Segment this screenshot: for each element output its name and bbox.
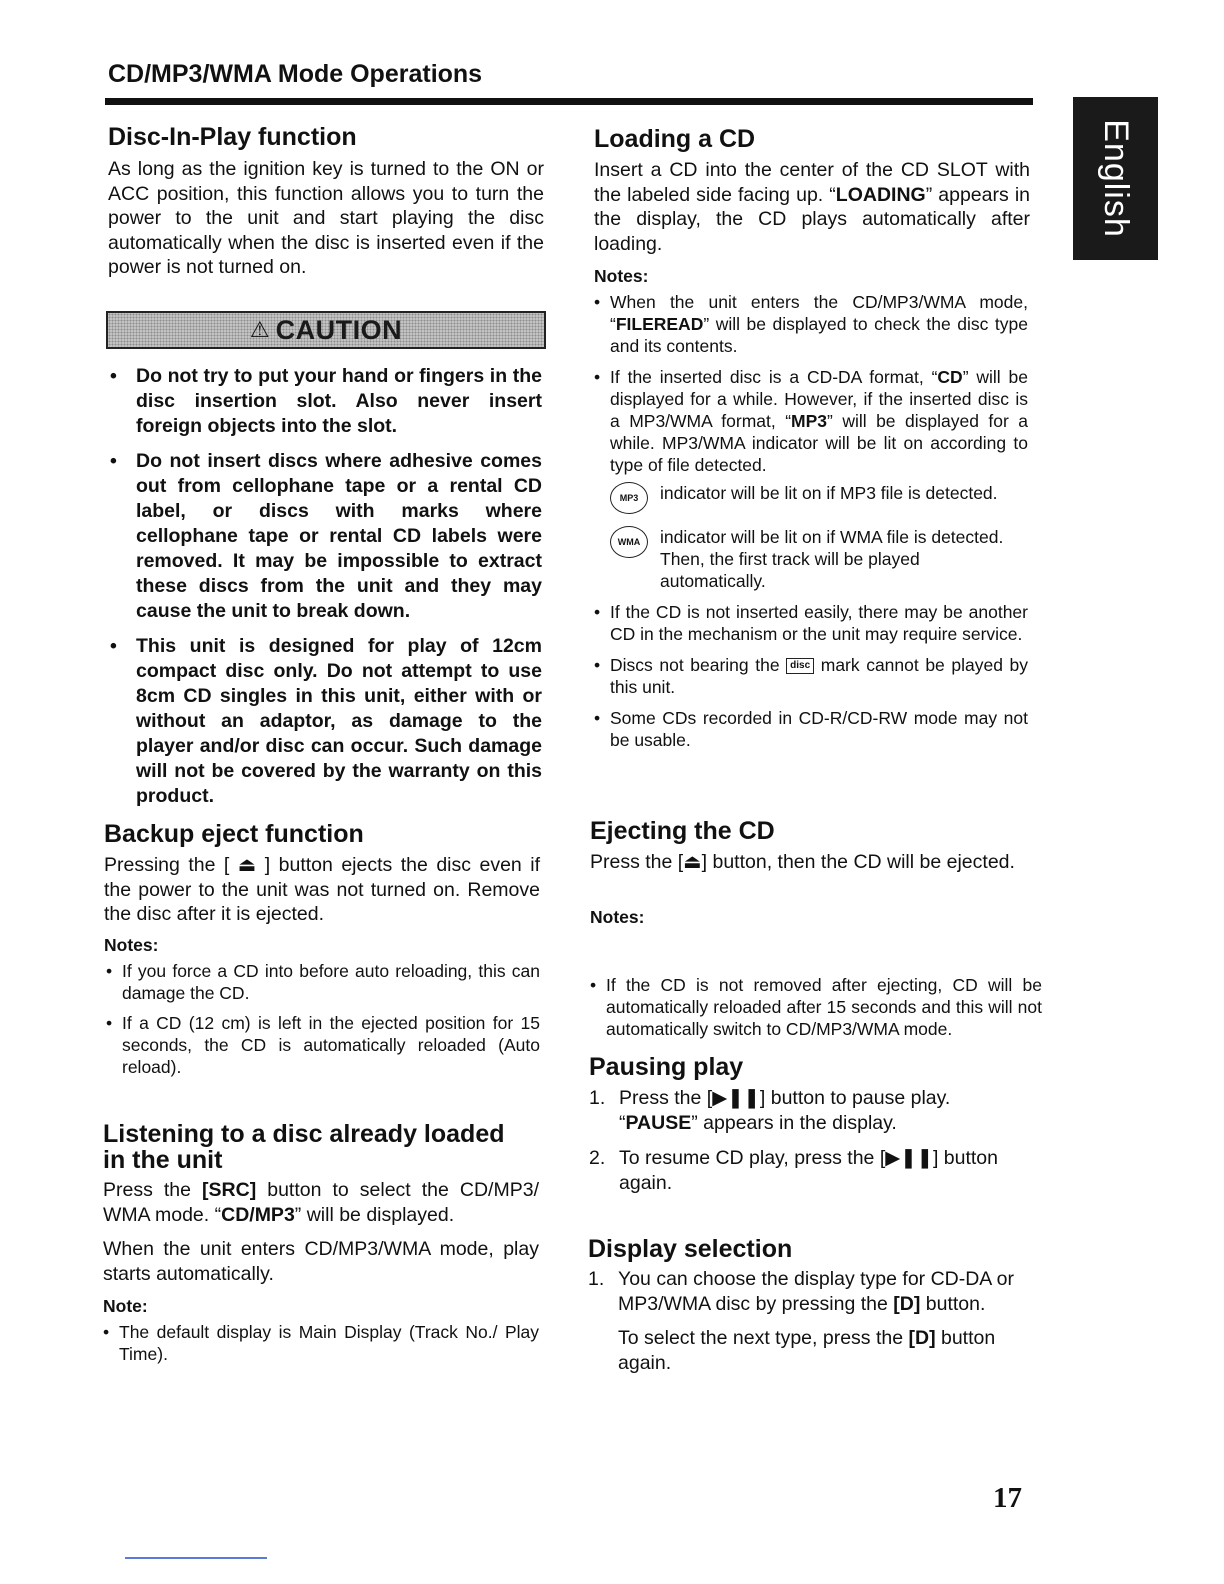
compact-disc-logo: disc: [786, 658, 814, 674]
ejecting-notes-label: Notes:: [590, 907, 645, 927]
list-item: • Some CDs recorded in CD-R/CD-RW mode may not be usable.: [592, 707, 1028, 751]
list-item: • If you force a CD into before auto reloading, this can damage the CD.: [104, 960, 540, 1004]
page-title: CD/MP3/WMA Mode Operations: [108, 60, 483, 88]
listening-body-2: When the unit enters CD/MP3/WMA mode, play starts automatically.: [103, 1238, 539, 1285]
display-selection-text: button again.: [618, 1327, 996, 1374]
backup-eject-body: [104, 853, 540, 927]
note-text: ” will be displayed for a while. MP3/WMA indicator will be lit on according to type of file detected.: [610, 411, 1029, 475]
d-button-label: [D]: [908, 1327, 936, 1349]
display-selection-text: To select the next type, press the: [618, 1327, 909, 1349]
caution-item: • Do not insert discs where adhesive comes out from cellophane tape or a rental CD label, or discs with marks where cellophane tape or rental CD labels were removed. It may be impossible to extract these discs from the unit and they may cause the unit to break down.: [106, 449, 542, 624]
listening-text: button to select the CD/MP3/ WMA mode. “: [103, 1179, 539, 1226]
pausing-text: To resume CD play, press the [: [619, 1147, 886, 1169]
display-selection-heading: Display selection: [588, 1235, 793, 1263]
note-text: ” will be displayed to check the disc type and its contents.: [610, 314, 1028, 356]
display-selection-text: You can choose the display type for CD-DA or MP3/WMA disc by pressing the: [618, 1268, 1014, 1315]
ejecting-text: ] button, then the CD will be ejected.: [701, 851, 1015, 873]
src-button-label: [SRC]: [202, 1179, 257, 1201]
caution-banner: [106, 311, 546, 349]
caution-list: [106, 364, 542, 809]
loading-text: Insert a CD into the center of the CD SLOT with the labeled side facing up. “: [594, 159, 1030, 206]
caution-item: • This unit is designed for play of 12cm compact disc only. Do not attempt to use 8cm CD singles in this unit, either with or without an adaptor, as damage to the player and/or disc can occur. Such damage will not be covered by the warranty on this product.: [106, 634, 542, 809]
ejecting-heading: Ejecting the CD: [590, 817, 775, 845]
backup-eject-body-pre: Pressing the [: [104, 854, 230, 876]
pausing-text: ] button again.: [619, 1147, 998, 1194]
pausing-heading: Pausing play: [589, 1053, 744, 1081]
disc-in-play-body: As long as the ignition key is turned to the ON or ACC position, this function allows you to turn the power to the unit and start playing the disc automatically when the disc is inserted even if the power is not turned on.: [108, 158, 544, 278]
loading-notes-label: Notes:: [594, 266, 649, 286]
list-item: [592, 366, 1028, 476]
note-text: If the inserted disc is a CD-DA format, “: [610, 367, 938, 387]
list-item: 1. Press the [▶❚❚] button to pause play. “PAUSE” appears in the display.: [589, 1087, 951, 1134]
eject-icon: ⏏: [683, 851, 702, 873]
ejecting-text: Press the [: [590, 851, 684, 873]
backup-eject-notes: [104, 960, 540, 1078]
note-text: ” will be displayed for a while. However, if the inserted disc is a MP3/WMA format, “: [610, 367, 1028, 431]
caution-label: CAUTION: [275, 314, 403, 345]
listening-body-1: [103, 1178, 539, 1227]
backup-eject-notes-label: Notes:: [104, 935, 159, 955]
loading-body: [594, 158, 1030, 256]
loading-text: ” appears in the display, the CD plays automatically after loading.: [594, 183, 1030, 255]
pausing-text: Press the [: [619, 1087, 713, 1109]
backup-eject-heading: Backup eject function: [104, 820, 364, 848]
mp3-indicator-row: [610, 482, 1028, 514]
play-pause-icon: ▶❚❚: [885, 1147, 933, 1169]
disc-in-play-heading: Disc-In-Play function: [108, 123, 357, 151]
note-text: When the unit enters the CD/MP3/WMA mode, “: [610, 292, 1028, 334]
header-rule: [105, 98, 1033, 105]
warning-icon: ⚠: [249, 317, 270, 342]
language-tab: [1073, 97, 1158, 260]
play-pause-icon: ▶❚❚: [712, 1087, 760, 1109]
backup-eject-body-post: ] button ejects the disc even if the power to the unit was not turned on. Remove the disc after it is ejected.: [104, 854, 541, 925]
list-item-continuation: [588, 1326, 1024, 1376]
mp3-indicator-text: indicator will be lit on if MP3 file is detected.: [660, 483, 998, 503]
mp3-indicator-icon: MP3: [610, 482, 648, 514]
note-text: mark cannot be played by this unit.: [610, 655, 1028, 697]
listening-text: ” will be displayed.: [294, 1203, 455, 1226]
display-selection-list: [588, 1267, 1024, 1376]
listening-heading-line1: Listening to a disc already loaded: [103, 1120, 505, 1148]
loading-heading: Loading a CD: [594, 125, 756, 153]
listening-text: Press the: [103, 1179, 203, 1201]
display-text: FILEREAD: [615, 314, 704, 334]
display-text: CD: [937, 367, 963, 387]
language-tab-label: English: [1097, 119, 1136, 238]
wma-indicator-row: [610, 526, 1028, 592]
list-item: [592, 291, 1028, 357]
list-item: 2. To resume CD play, press the [▶❚❚] button again.: [589, 1147, 998, 1194]
eject-icon: ⏏: [229, 854, 265, 876]
list-item: [592, 654, 1028, 698]
display-selection-text: button.: [920, 1293, 986, 1315]
wma-indicator-text: indicator will be lit on if WMA file is detected. Then, the first track will be played automatically.: [660, 527, 1004, 591]
footer-line: [125, 1557, 267, 1559]
listening-heading-line2: in the unit: [103, 1146, 223, 1174]
display-text: CD/MP3: [221, 1203, 295, 1226]
list-item: • If a CD (12 cm) is left in the ejected position for 15 seconds, the CD is automatically reloaded (Auto reload).: [104, 1012, 540, 1078]
wma-indicator-icon: WMA: [610, 526, 648, 558]
display-text: LOADING: [835, 183, 926, 206]
caution-item: • Do not try to put your hand or fingers in the disc insertion slot. Also never insert foreign objects into the slot.: [106, 364, 542, 439]
d-button-label: [D]: [893, 1293, 921, 1315]
display-text: PAUSE: [625, 1112, 692, 1134]
list-item: • If the CD is not inserted easily, there may be another CD in the mechanism or the unit may require service.: [592, 601, 1028, 645]
pausing-text: ] button to pause play. “: [619, 1087, 951, 1134]
loading-notes: [592, 291, 1028, 751]
note-text: Discs not bearing the: [610, 655, 787, 675]
page-number: 17: [993, 1482, 1022, 1514]
pausing-text: ” appears in the display.: [691, 1112, 897, 1134]
list-item: 1. You can choose the display type for CD-DA or MP3/WMA disc by pressing the [D] button.: [588, 1268, 1014, 1315]
ejecting-body: [590, 850, 1026, 875]
list-item: • If the CD is not removed after ejecting, CD will be automatically reloaded after 15 seconds and this will not automatically switch to CD/MP3/WMA mode.: [588, 974, 1042, 1040]
list-item: • The default display is Main Display (Track No./ Play Time).: [101, 1321, 539, 1365]
listening-note-label: Note:: [103, 1296, 148, 1316]
pausing-list: [589, 1086, 1025, 1196]
display-text: MP3: [791, 411, 828, 431]
